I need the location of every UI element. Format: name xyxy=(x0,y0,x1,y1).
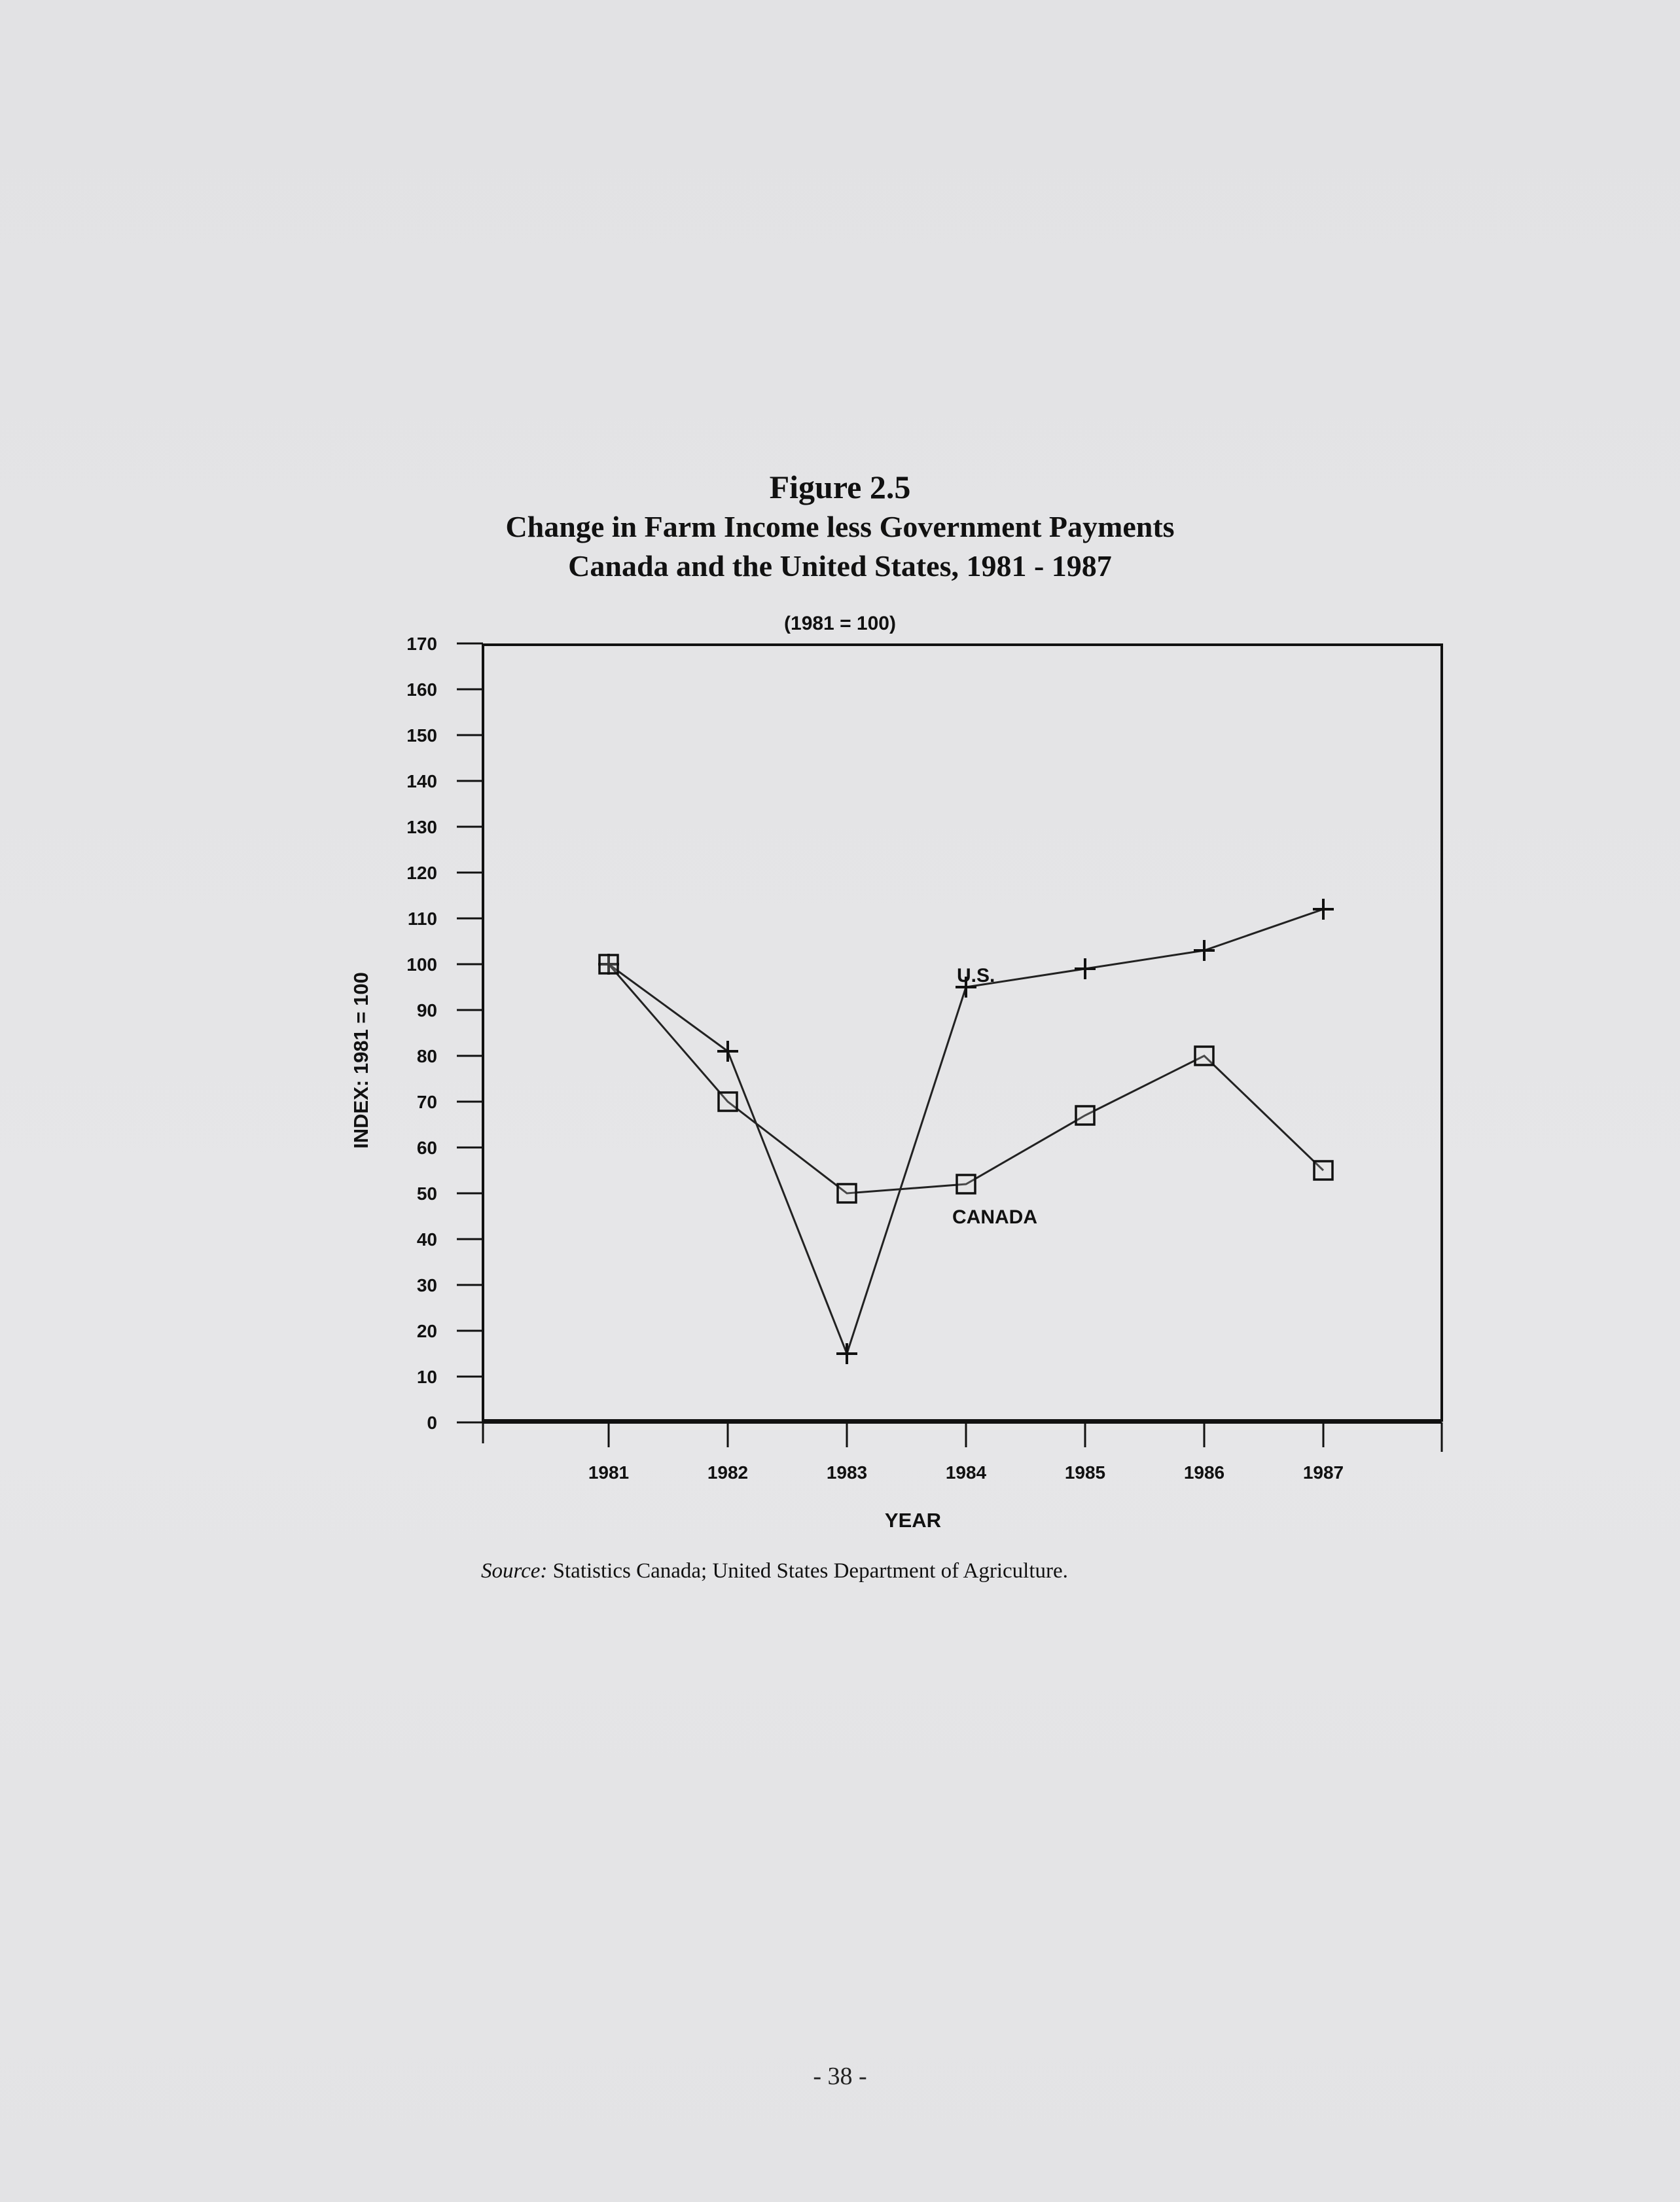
y-tick-label: 150 xyxy=(406,725,437,746)
data-point-us xyxy=(717,1041,738,1062)
x-tick-label: 1981 xyxy=(588,1462,630,1483)
figure-subtitle: (1981 = 100) xyxy=(784,613,896,634)
x-axis xyxy=(483,1422,1442,1483)
y-tick-label: 160 xyxy=(406,679,437,700)
series-line-canada xyxy=(609,964,1323,1193)
y-axis xyxy=(406,634,483,1433)
y-tick-label: 170 xyxy=(406,634,437,654)
y-tick-label: 0 xyxy=(427,1413,437,1433)
y-tick-label: 70 xyxy=(416,1092,437,1112)
data-point-canada xyxy=(838,1184,856,1202)
plot-frame xyxy=(483,645,1442,1420)
x-tick-label: 1983 xyxy=(826,1462,868,1483)
y-tick-label: 50 xyxy=(416,1183,437,1204)
data-point-us xyxy=(1313,899,1334,920)
x-tick-label: 1987 xyxy=(1302,1462,1344,1483)
series-label-us: U.S. xyxy=(957,965,995,986)
x-tick-label: 1985 xyxy=(1064,1462,1106,1483)
x-tick-label: 1986 xyxy=(1183,1462,1225,1483)
x-axis-title: YEAR xyxy=(884,1509,942,1532)
data-point-canada xyxy=(1195,1047,1213,1065)
x-tick-label: 1982 xyxy=(707,1462,749,1483)
data-point-canada xyxy=(1076,1106,1094,1125)
data-point-canada xyxy=(719,1092,737,1111)
y-tick-label: 40 xyxy=(416,1229,437,1250)
y-tick-label: 80 xyxy=(416,1046,437,1066)
data-point-us xyxy=(1194,940,1215,961)
data-point-canada xyxy=(1314,1161,1332,1180)
source-note xyxy=(481,1559,1397,1583)
y-tick-label: 30 xyxy=(416,1275,437,1295)
y-tick-label: 110 xyxy=(407,909,437,929)
x-tick-label: 1984 xyxy=(945,1462,987,1483)
y-tick-label: 20 xyxy=(416,1321,437,1341)
y-tick-label: 60 xyxy=(416,1138,437,1158)
data-point-us xyxy=(836,1343,857,1364)
y-tick-label: 90 xyxy=(416,1000,437,1020)
y-tick-label: 120 xyxy=(406,863,437,883)
y-tick-label: 100 xyxy=(406,954,437,975)
data-point-canada xyxy=(599,955,618,973)
y-tick-label: 140 xyxy=(406,771,437,791)
page-number: - 38 - xyxy=(813,2063,867,2090)
y-tick-label: 130 xyxy=(406,817,437,837)
data-point-canada xyxy=(957,1175,975,1193)
figure-title-line2: Canada and the United States, 1981 - 1987 xyxy=(568,549,1112,583)
source-text: Statistics Canada; United States Department of Agriculture. xyxy=(552,1559,1068,1583)
series-label-canada: CANADA xyxy=(952,1206,1037,1228)
y-tick-label: 10 xyxy=(416,1367,437,1387)
data-point-us xyxy=(1075,958,1096,979)
source-label: Source: xyxy=(481,1559,548,1583)
figure-title-line1: Change in Farm Income less Government Payments xyxy=(505,510,1175,543)
figure-number: Figure 2.5 xyxy=(769,469,911,505)
y-axis-title: INDEX: 1981 = 100 xyxy=(349,972,372,1149)
